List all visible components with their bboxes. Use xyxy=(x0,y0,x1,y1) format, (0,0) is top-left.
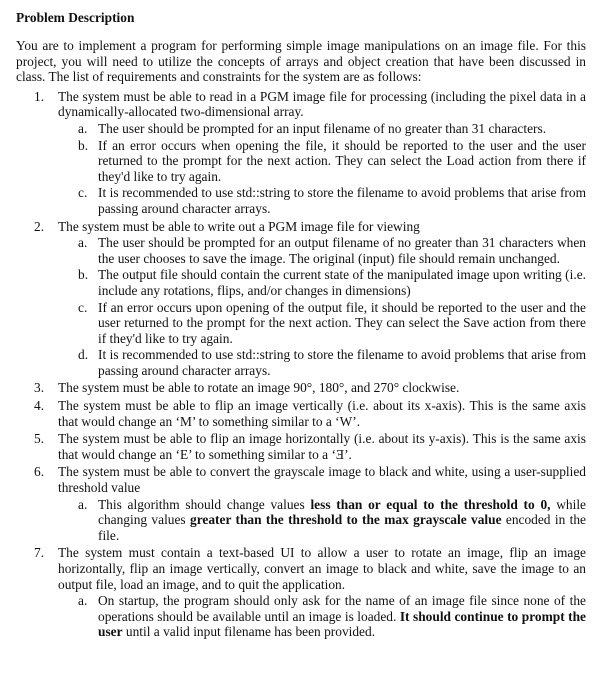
sub-requirement-bold-text: less than or equal to the threshold to 0, xyxy=(310,496,551,512)
sub-requirement-bold-text: greater than the threshold to the max grayscale value xyxy=(190,512,502,528)
sub-requirement-text-part: On startup, the program should only ask for the name of an image file since none of the operations should be available until an image is loaded. xyxy=(98,593,586,624)
requirement-item xyxy=(16,431,586,462)
sub-requirement-letter: b. xyxy=(78,137,89,153)
requirement-item xyxy=(16,464,586,543)
requirement-number: 5. xyxy=(34,431,45,447)
requirement-number: 7. xyxy=(34,545,45,561)
requirement-text: The system must be able to write out a PGM image file for viewing xyxy=(58,218,420,234)
sub-requirement-text: It is recommended to use std::string to store the filename to avoid problems that arise from passing around character arrays. xyxy=(98,347,586,378)
sub-requirements-list xyxy=(58,593,586,640)
requirement-number: 2. xyxy=(34,218,45,234)
sub-requirement-text: The output file should contain the current state of the manipulated image upon writing (i.e. include any rotations, flips, and/or changes in dimensions) xyxy=(98,267,586,298)
requirement-number: 3. xyxy=(34,380,45,396)
requirement-item xyxy=(16,89,586,217)
requirement-number: 4. xyxy=(34,398,45,414)
sub-requirement-letter: c. xyxy=(78,299,88,315)
sub-requirement-item xyxy=(58,235,586,266)
sub-requirement-letter: a. xyxy=(78,235,88,251)
sub-requirement-text: If an error occurs upon opening of the output file, it should be reported to the user and the user returned to the prompt for the next action. They can select the Save action from there if they'd like to try again. xyxy=(98,299,586,346)
sub-requirements-list xyxy=(58,497,586,544)
sub-requirement-letter: d. xyxy=(78,347,89,363)
sub-requirement-item xyxy=(58,138,586,185)
requirement-text: The system must be able to rotate an image 90°, 180°, and 270° clockwise. xyxy=(58,380,460,396)
sub-requirement-text: If an error occurs when opening the file, it should be reported to the user and the user returned to the prompt for the next action. They can select the Load action from there if they'd like to try again. xyxy=(98,137,586,184)
sub-requirement-item xyxy=(58,347,586,378)
requirement-text: The system must be able to flip an image vertically (i.e. about its x-axis). This is the same axis that would change an ‘M’ to something similar to a ‘W’. xyxy=(58,398,586,429)
sub-requirement-item xyxy=(58,185,586,216)
sub-requirement-letter: c. xyxy=(78,185,88,201)
sub-requirement-text: The user should be prompted for an output filename of no greater than 31 characters when the user chooses to save the image. The original (input) file should remain unchanged. xyxy=(98,235,586,266)
section-heading: Problem Description xyxy=(16,10,135,25)
sub-requirements-list xyxy=(58,235,586,378)
requirement-text: The system must be able to read in a PGM image file for processing (including the pixel data in a dynamically-allocated two-dimensional array. xyxy=(58,88,586,120)
requirements-list xyxy=(16,89,586,640)
sub-requirement-text-part: encoded in the file. xyxy=(98,512,586,543)
sub-requirement-letter: a. xyxy=(78,120,88,136)
sub-requirement-text: It is recommended to use std::string to store the filename to avoid problems that arise from passing around character arrays. xyxy=(98,185,586,216)
requirement-text: The system must be able to flip an image horizontally (i.e. about its y-axis). This is the same axis that would change an ‘E’ to something similar to a ‘Ǝ’. xyxy=(58,431,586,462)
sub-requirement-item xyxy=(58,497,586,544)
requirement-item xyxy=(16,380,586,396)
sub-requirement-item xyxy=(58,300,586,347)
sub-requirement-bold-text: It should continue to prompt the user xyxy=(98,608,586,640)
requirement-item xyxy=(16,398,586,429)
requirement-number: 1. xyxy=(34,88,45,104)
intro-paragraph: You are to implement a program for performing simple image manipulations on an image file. For this project, you will need to utilize the concepts of arrays and object creation that have been discussed in class. The list of requirements and constraints for the system are as follows: xyxy=(16,38,586,85)
requirement-item xyxy=(16,219,586,379)
sub-requirement-text-part: until a valid input filename has been provided. xyxy=(122,624,376,640)
sub-requirement-letter: a. xyxy=(78,593,88,609)
requirement-text: The system must contain a text-based UI to allow a user to rotate an image, flip an image horizontally, flip an image vertically, convert an image to black and white, save the image to an output file, load an image, and to quit the application. xyxy=(58,545,586,592)
requirement-text: The system must be able to convert the grayscale image to black and white, using a user-supplied threshold value xyxy=(58,464,586,496)
requirement-item xyxy=(16,545,586,640)
sub-requirement-text-part: This algorithm should change values xyxy=(98,496,311,512)
requirement-number: 6. xyxy=(34,464,45,480)
sub-requirement-letter: b. xyxy=(78,267,89,283)
sub-requirement-item xyxy=(58,593,586,640)
sub-requirement-text: The user should be prompted for an input filename of no greater than 31 characters. xyxy=(98,120,547,136)
sub-requirement-item xyxy=(58,267,586,298)
sub-requirements-list xyxy=(58,121,586,217)
sub-requirement-letter: a. xyxy=(78,496,88,512)
sub-requirement-text-part: while changing values xyxy=(98,496,586,528)
sub-requirement-item xyxy=(58,121,586,137)
